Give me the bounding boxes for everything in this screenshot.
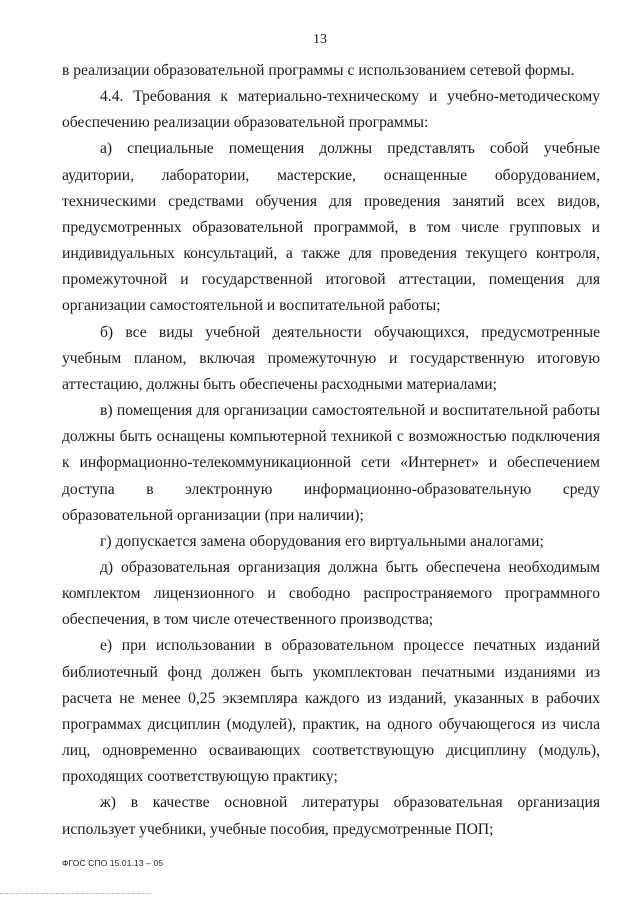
paragraph-section-4-4: 4.4. Требования к материально-техническому и учебно-методическому обеспечению реализации образовательной программы: bbox=[62, 88, 600, 132]
document-footer: ФГОС СПО 15.01.13 – 05 bbox=[62, 858, 164, 868]
paragraph-continuation: в реализации образовательной программы с использованием сетевой формы. bbox=[62, 62, 575, 79]
document-body bbox=[62, 58, 600, 843]
scan-edge-mark bbox=[0, 893, 150, 894]
paragraph-item-a: а) специальные помещения должны представлять собой учебные аудитории, лаборатории, мастерские, оснащенные оборудованием, техническими средствами обучения для проведения занятий всех видов, предусмотренных образовательной программой, в том числе групповых и индивидуальных консультаций, а также для проведения текущего контроля, промежуточной и государственной итоговой аттестации, помещения для организации самостоятельной и воспитательной работы; bbox=[62, 140, 600, 315]
paragraph-item-v: в) помещения для организации самостоятельной и воспитательной работы должны быть оснащены компьютерной техникой с возможностью подключения к информационно-телекоммуникационной сети «Интернет» и обеспечением доступа в электронную информационно-образовательную среду образовательной организации (при наличии); bbox=[62, 402, 600, 524]
paragraph-item-d: д) образовательная организация должна быть обеспечена необходимым комплектом лицензионного и свободно распространяемого программного обеспечения, в том числе отечественного производства; bbox=[62, 558, 600, 629]
page-number: 13 bbox=[313, 32, 327, 47]
paragraph-item-g: г) допускается замена оборудования его виртуальными аналогами; bbox=[100, 532, 544, 550]
paragraph-item-b: б) все виды учебной деятельности обучающихся, предусмотренные учебным планом, включая промежуточную и государственную итоговую аттестацию, должны быть обеспечены расходными материалами; bbox=[62, 323, 600, 393]
paragraph-item-zh: ж) в качестве основной литературы образовательная организация использует учебники, учебные пособия, предусмотренные ПОП; bbox=[62, 794, 600, 838]
paragraph-item-e: е) при использовании в образовательном процессе печатных изданий библиотечный фонд должен быть укомплектован печатными изданиями из расчета не менее 0,25 экземпляра каждого из изданий, указанных в рабочих программах дисциплин (модулей), практик, на одного обучающегося из числа лиц, одновременно осваивающих соответствующую дисциплину (модуль), проходящих соответствующую практику; bbox=[62, 637, 600, 786]
